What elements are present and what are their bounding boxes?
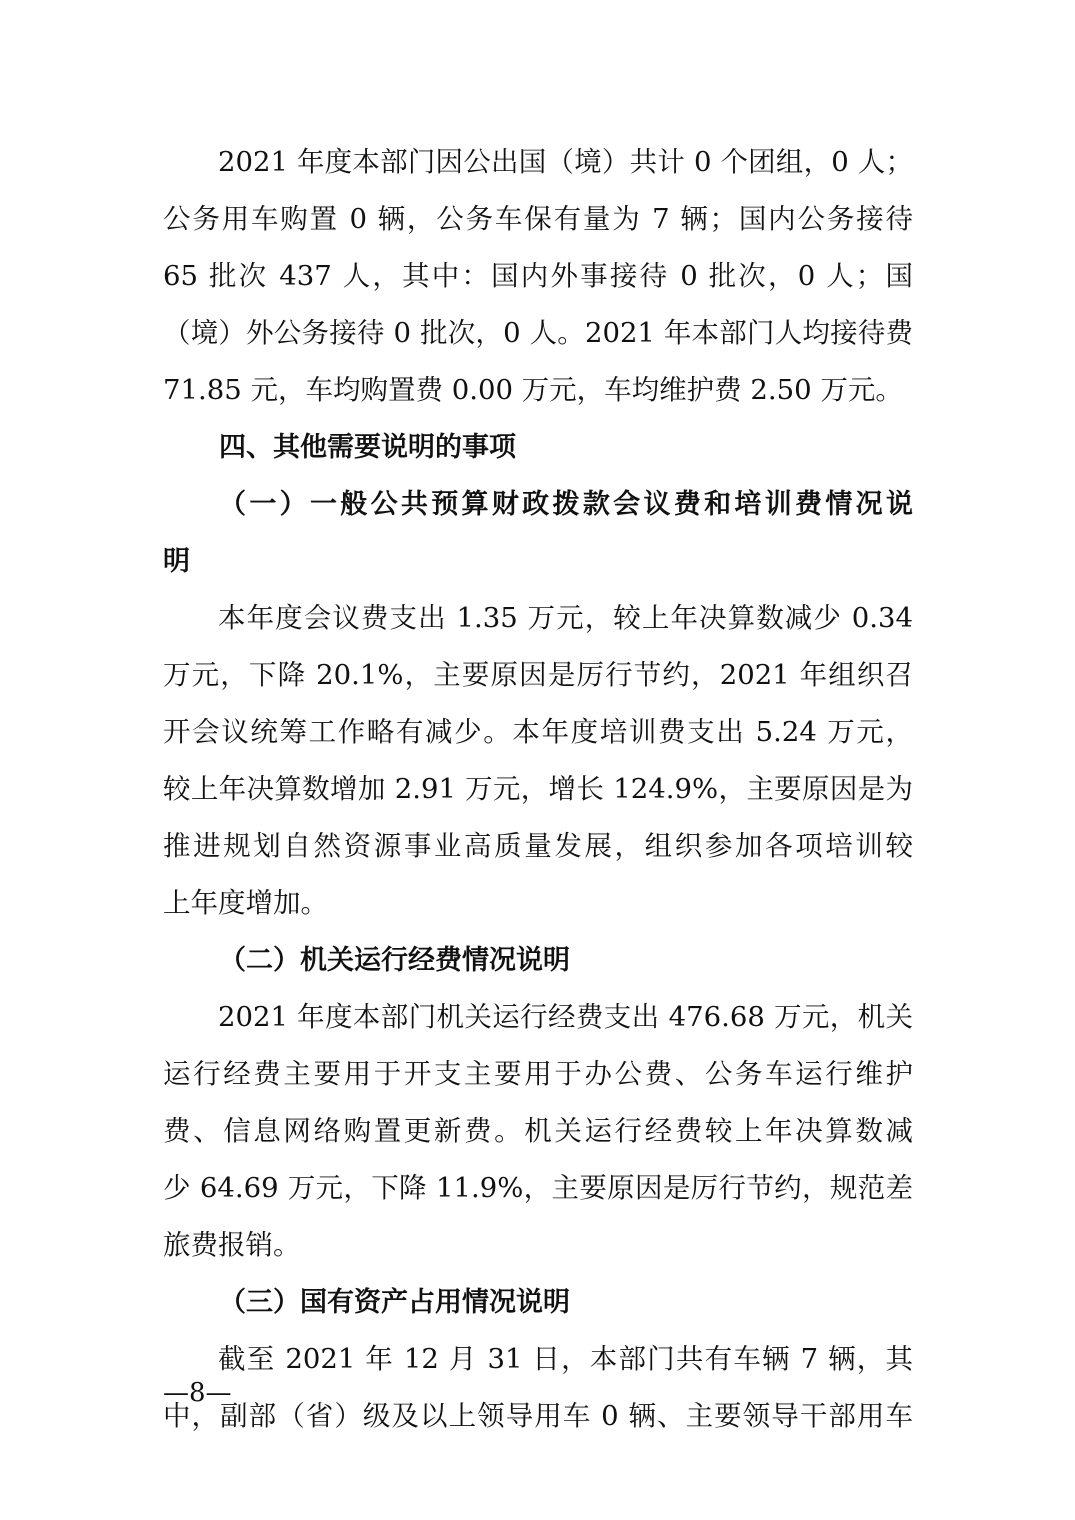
paragraph-line: 运行经费主要用于开支主要用于办公费、公务车运行维护 — [163, 1058, 913, 1090]
paragraph-line: 较上年决算数增加 2.91 万元，增长 124.9%，主要原因是为 — [163, 773, 913, 805]
document-page — [163, 134, 913, 1445]
page-number: —8— — [163, 1378, 232, 1408]
paragraph-line: 截至 2021 年 12 月 31 日，本部门共有车辆 7 辆，其 — [218, 1343, 913, 1375]
paragraph-line: 万元，下降 20.1%，主要原因是厉行节约，2021 年组织召 — [163, 659, 913, 691]
paragraph-line: 2021 年度本部门因公出国（境）共计 0 个团组，0 人； — [218, 146, 913, 178]
paragraph-line: 公务用车购置 0 辆，公务车保有量为 7 辆；国内公务接待 — [163, 203, 913, 235]
paragraph-line: 2021 年度本部门机关运行经费支出 476.68 万元，机关 — [218, 1001, 913, 1033]
paragraph-line: 推进规划自然资源事业高质量发展，组织参加各项培训较 — [163, 830, 913, 862]
paragraph-line: 开会议统筹工作略有减少。本年度培训费支出 5.24 万元， — [163, 716, 913, 748]
subsection-title: （一）一般公共预算财政拨款会议费和培训费情况说 — [219, 489, 913, 520]
paragraph-line: 旅费报销。 — [163, 1229, 301, 1261]
paragraph-line: 中，副部（省）级及以上领导用车 0 辆、主要领导干部用车 — [163, 1400, 913, 1432]
section-title: 四、其他需要说明的事项 — [219, 432, 516, 463]
paragraph-line: 少 64.69 万元，下降 11.9%，主要原因是厉行节约，规范差 — [163, 1172, 913, 1204]
paragraph-line: （境）外公务接待 0 批次，0 人。2021 年本部门人均接待费 — [163, 317, 913, 349]
subsection-title: 明 — [163, 546, 190, 577]
paragraph-line: 71.85 元，车均购置费 0.00 万元，车均维护费 2.50 万元。 — [163, 374, 903, 406]
paragraph-line: 65 批次 437 人，其中：国内外事接待 0 批次，0 人；国 — [163, 260, 913, 292]
subsection-title: （二）机关运行经费情况说明 — [219, 945, 570, 976]
paragraph-line: 本年度会议费支出 1.35 万元，较上年决算数减少 0.34 — [218, 602, 913, 634]
paragraph-line: 上年度增加。 — [163, 887, 328, 919]
subsection-title: （三）国有资产占用情况说明 — [219, 1287, 570, 1318]
paragraph-line: 费、信息网络购置更新费。机关运行经费较上年决算数减 — [163, 1115, 913, 1147]
